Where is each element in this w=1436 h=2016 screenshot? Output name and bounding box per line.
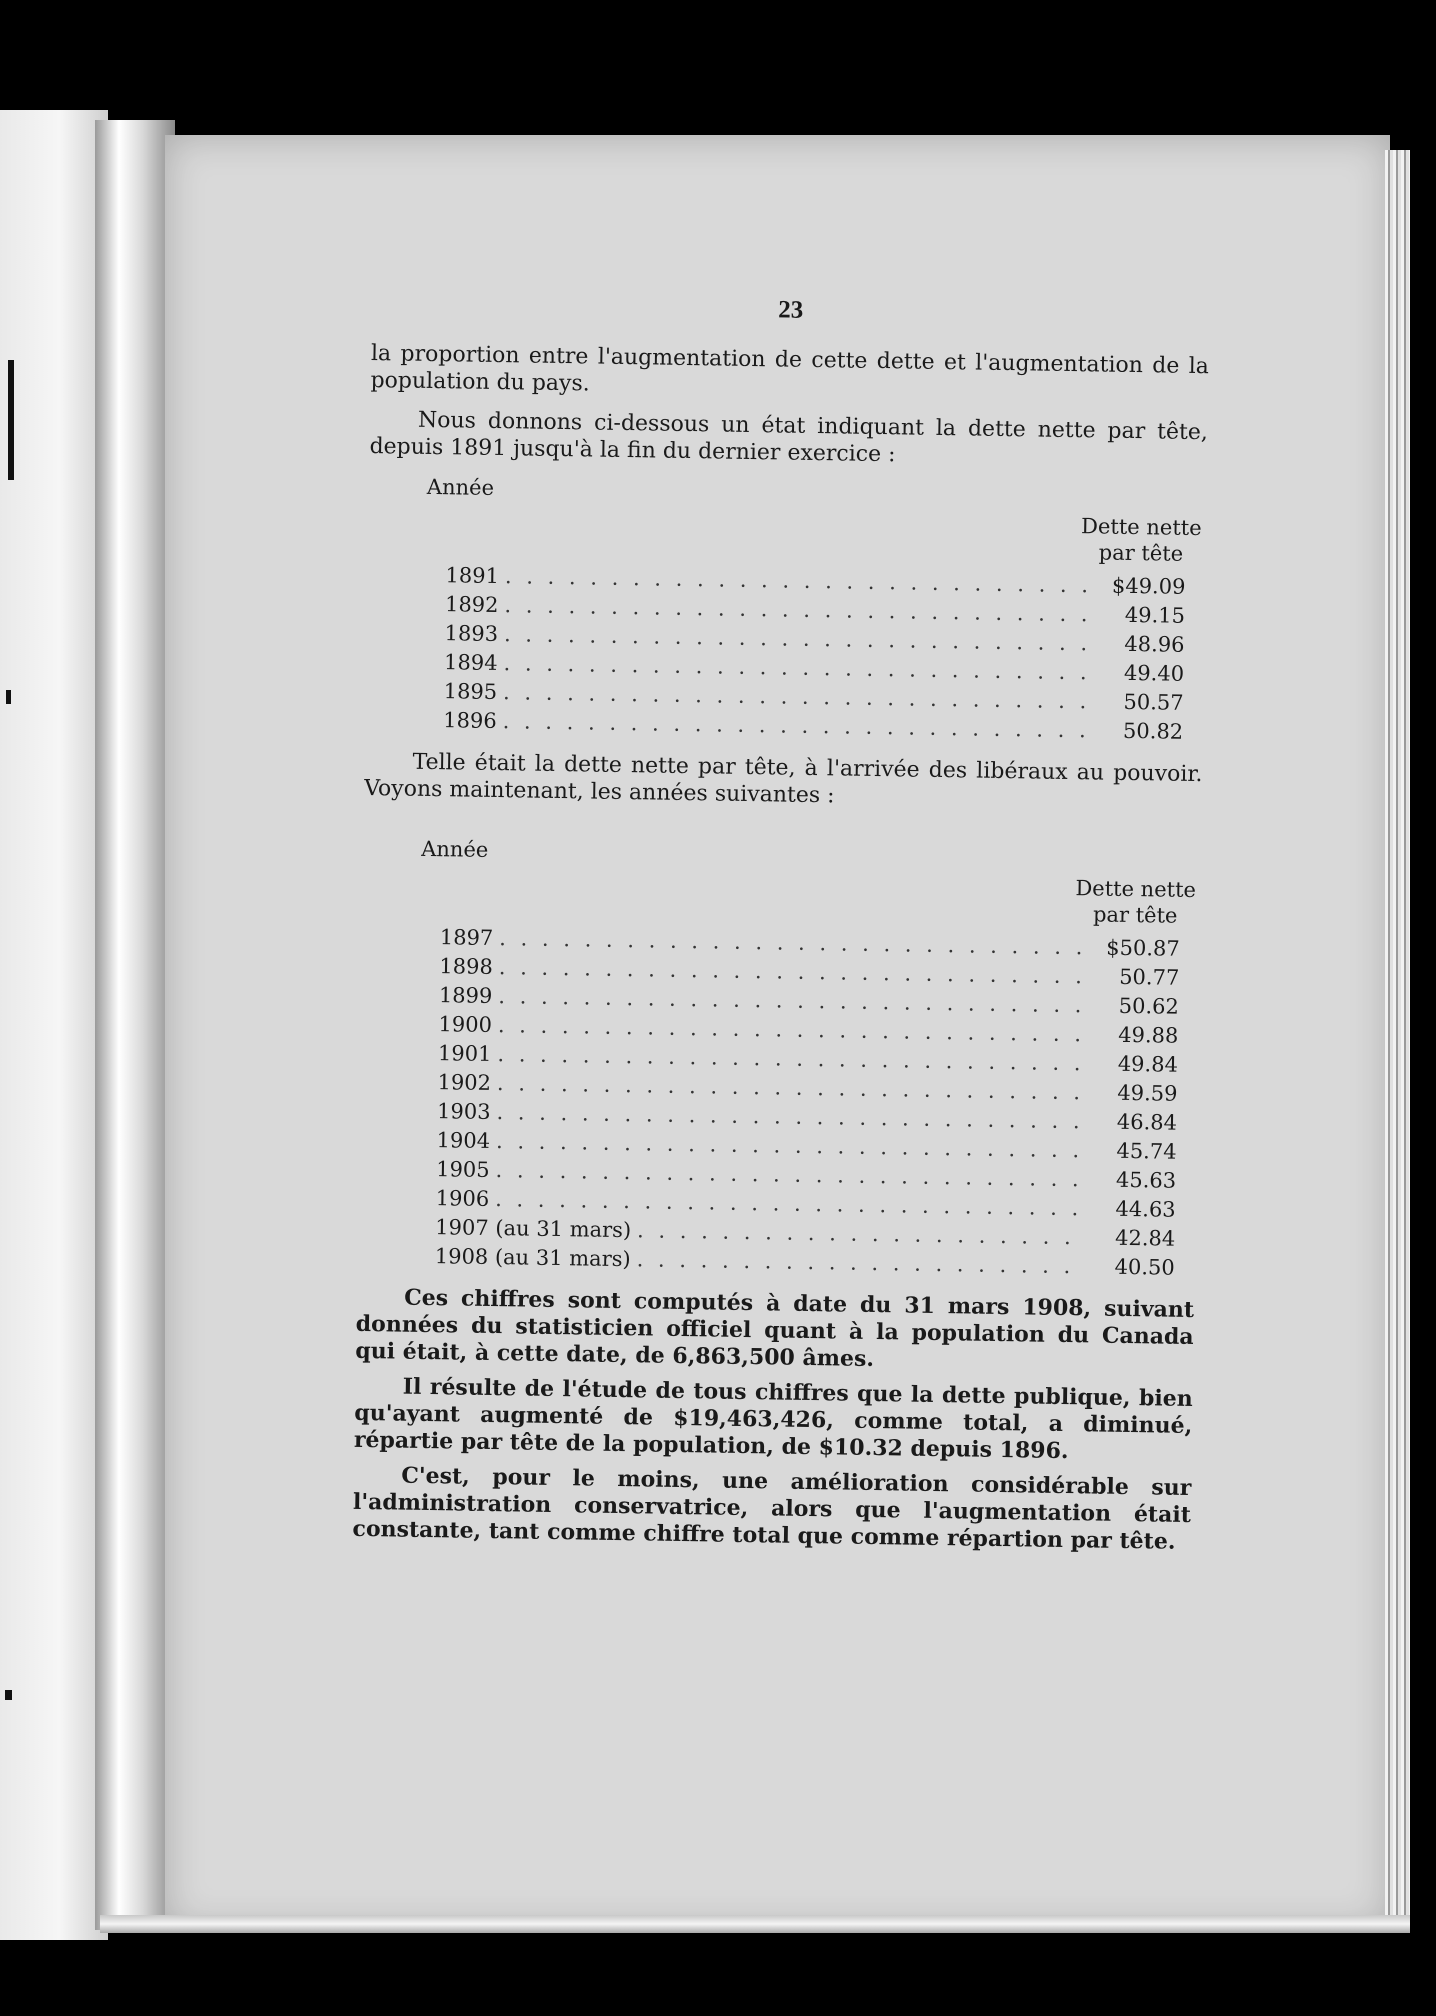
row-year: 1892 [444,592,499,618]
row-year: 1893 [444,621,499,647]
value-header-line1: Dette nette [1075,876,1197,903]
row-amount: 44.63 [1115,1196,1176,1222]
row-year: 1896 [443,708,497,734]
table-header [368,474,1207,573]
row-year: 1900 [438,1012,493,1037]
debt-table-1897-1908 [357,836,1202,1283]
row-amount: 49.59 [1117,1080,1178,1106]
table-rows [435,923,1180,1283]
book-spine [95,120,175,1930]
row-year: 1894 [443,650,498,676]
middle-paragraph: Telle était la dette nette par tête, à l'arrivée des libéraux au pouvoir. Voyons maintenant, les années suivantes : [363,749,1203,809]
row-year: 1901 [437,1041,492,1066]
lead-paragraph: Nous donnons ci-dessous un état indiquant la dette nette par tête, depuis 1891 jusqu'à la fin du dernier exercice : [369,407,1209,468]
row-amount: 49.84 [1117,1051,1179,1077]
row-year: 1906 [435,1186,490,1211]
row-amount: 40.50 [1114,1254,1175,1280]
ink-mark [8,360,14,480]
row-amount: 49.40 [1123,660,1185,686]
facing-page-edge [0,110,108,1940]
intro-paragraph: la proportion entre l'augmentation de cette dette et l'augmentation de la population du pays. [370,340,1210,397]
row-amount: 49.88 [1118,1022,1179,1048]
row-amount: 42.84 [1114,1225,1176,1251]
closing-paragraph-1: Ces chiffres sont computés à date du 31 mars 1908, suivant données du statisticien officiel quant à la population du Canada qui était, à cette date, de 6,863,500 âmes. [355,1284,1195,1373]
row-amount: 50.57 [1123,689,1184,715]
row-year: 1898 [439,954,494,979]
page-content [352,290,1210,1564]
row-year: 1903 [436,1099,491,1124]
row-year: 1905 [436,1157,490,1182]
row-year: 1891 [445,563,500,589]
row-year: 1897 [439,925,494,950]
row-amount: 46.84 [1116,1109,1178,1135]
closing-paragraph-3: C'est, pour le moins, une amélioration considérable sur l'administration conservatrice, alors que l'augmentation était constante, tant comme chiffre total que comme répartion par tête. [352,1462,1192,1555]
row-amount: $50.87 [1106,935,1180,961]
row-amount: 49.15 [1124,602,1186,628]
value-header-line1: Dette nette [1080,514,1202,541]
row-amount: 45.63 [1115,1167,1177,1193]
row-year: 1904 [436,1128,491,1153]
row-amount: 45.74 [1116,1138,1177,1164]
row-year: 1895 [443,679,498,705]
value-header-line2: par tête [1092,902,1178,928]
value-column-header [1076,513,1207,567]
ink-mark [5,1690,12,1700]
value-column-header [1070,875,1201,929]
row-year: 1902 [437,1070,492,1095]
debt-table-1891-1896 [365,474,1207,747]
row-year: 1899 [438,983,493,1008]
page-stack-edge [1385,150,1410,1920]
row-amount: 48.96 [1124,631,1185,657]
row-year: 1908 (au 31 mars) [434,1244,631,1272]
table-rows [443,561,1186,747]
value-header-line2: par tête [1098,540,1184,566]
year-column-header: Année [426,474,495,500]
page-number: 23 [778,296,804,324]
row-amount: 50.62 [1118,993,1180,1019]
leader-dots [636,1245,1083,1281]
row-amount: $49.09 [1111,573,1186,599]
closing-section [352,1284,1194,1556]
page-bottom-edge [100,1915,1410,1933]
ink-mark [6,690,11,704]
table-header [362,836,1201,935]
row-year: 1907 (au 31 mars) [435,1215,632,1243]
row-amount: 50.77 [1118,964,1180,990]
row-amount: 50.82 [1122,718,1184,744]
year-column-header: Année [421,836,489,862]
closing-paragraph-2: Il résulte de l'étude de tous chiffres que la dette publique, bien qu'ayant augmenté de $19,463,426, comme total, a diminué, répartie par tête de la population, de $10.32 depuis 1896. [353,1373,1193,1465]
